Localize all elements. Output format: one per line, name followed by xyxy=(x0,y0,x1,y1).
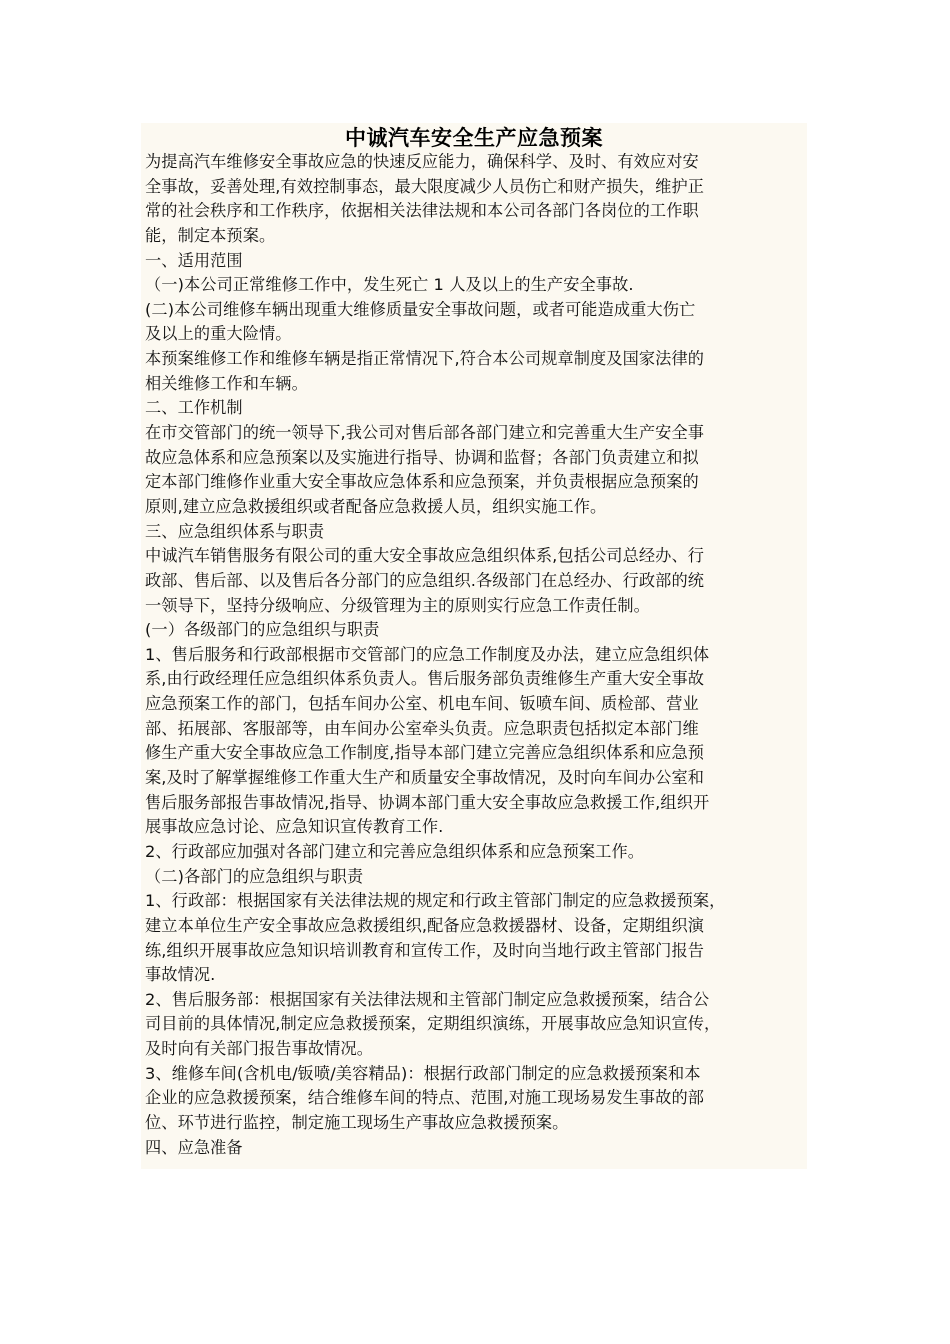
document-text xyxy=(145,150,813,1160)
text-line: 及以上的重大险情。 xyxy=(145,324,292,344)
text-line: 及时向有关部门报告事故情况。 xyxy=(145,1039,374,1059)
text-line: 系,由行政经理任应急组织体系负责人。售后服务部负责维修生产重大安全事故 xyxy=(145,669,705,689)
text-line: 位、环节进行监控，制定施工现场生产事故应急救援预案。 xyxy=(145,1112,569,1132)
text-line: 故应急体系和应急预案以及实施进行指导、协调和监督；各部门负责建立和拟 xyxy=(145,447,699,467)
text-line: 相关维修工作和车辆。 xyxy=(145,373,308,393)
text-line: 修生产重大安全事故应急工作制度,指导本部门建立完善应急组织体系和应急预 xyxy=(145,743,705,763)
text-line: 一领导下，坚持分级响应、分级管理为主的原则实行应急工作责任制。 xyxy=(145,595,650,615)
text-line: 售后服务部报告事故情况,指导、协调本部门重大安全事故应急救援工作,组织开 xyxy=(145,792,710,812)
text-line: 练,组织开展事故应急知识培训教育和宣传工作，及时向当地行政主管部门报告 xyxy=(145,940,705,960)
text-line: 2、售后服务部：根据国家有关法律法规和主管部门制定应急救援预案，结合公 xyxy=(145,989,710,1009)
text-line: 事故情况. xyxy=(145,965,216,985)
subsection-heading: （二)各部门的应急组织与职责 xyxy=(145,866,364,886)
section-heading: 四、应急准备 xyxy=(145,1137,243,1157)
text-line: 常的社会秩序和工作秩序，依据相关法律法规和本公司各部门各岗位的工作职 xyxy=(145,201,699,221)
text-line: 1、行政部：根据国家有关法律法规的规定和行政主管部门制定的应急救援预案， xyxy=(145,891,726,911)
text-line: 原则,建立应急救援组织或者配备应急救援人员，组织实施工作。 xyxy=(145,496,607,516)
text-line: 本预案维修工作和维修车辆是指正常情况下,符合本公司规章制度及国家法律的 xyxy=(145,349,705,369)
text-line: 2、行政部应加强对各部门建立和完善应急组织体系和应急预案工作。 xyxy=(145,841,645,861)
text-line: 能，制定本预案。 xyxy=(145,225,276,245)
text-line: 3、维修车间(含机电/钣喷/美容精品)：根据行政部门制定的应急救援预案和本 xyxy=(145,1063,701,1083)
text-line: 案,及时了解掌握维修工作重大生产和质量安全事故情况，及时向车间办公室和 xyxy=(145,768,705,788)
document-title: 中诚汽车安全生产应急预案 xyxy=(345,126,603,150)
text-line: 在市交管部门的统一领导下,我公司对售后部各部门建立和完善重大生产安全事 xyxy=(145,423,705,443)
text-line: 企业的应急救援预案，结合维修车间的特点、范围,对施工现场易发生事故的部 xyxy=(145,1088,705,1108)
section-heading: 三、应急组织体系与职责 xyxy=(145,521,325,541)
text-line: 全事故，妥善处理,有效控制事态，最大限度减少人员伤亡和财产损失，维护正 xyxy=(145,176,705,196)
text-line: 定本部门维修作业重大安全事故应急体系和应急预案，并负责根据应急预案的 xyxy=(145,472,699,492)
text-line: 建立本单位生产安全事故应急救援组织,配备应急救援器材、设备，定期组织演 xyxy=(145,915,705,935)
document-body xyxy=(141,123,807,1169)
text-line: 中诚汽车销售服务有限公司的重大安全事故应急组织体系,包括公司总经办、行 xyxy=(145,546,705,566)
text-line: 部、拓展部、客服部等，由车间办公室牵头负责。应急职责包括拟定本部门维 xyxy=(145,718,699,738)
text-line: （一)本公司正常维修工作中，发生死亡 1 人及以上的生产安全事故. xyxy=(145,275,634,295)
text-line: 司目前的具体情况,制定应急救援预案，定期组织演练，开展事故应急知识宣传， xyxy=(145,1014,721,1034)
text-line: 政部、售后部、以及售后各分部门的应急组织.各级部门在总经办、行政部的统 xyxy=(145,570,705,590)
text-line: 为提高汽车维修安全事故应急的快速反应能力，确保科学、及时、有效应对安 xyxy=(145,152,699,171)
text-line: (二)本公司维修车辆出现重大维修质量安全事故问题，或者可能造成重大伤亡 xyxy=(145,299,696,319)
text-line: 应急预案工作的部门，包括车间办公室、机电车间、钣喷车间、质检部、营业 xyxy=(145,694,699,714)
section-heading: 一、适用范围 xyxy=(145,250,243,270)
text-line: 展事故应急讨论、应急知识宣传教育工作. xyxy=(145,817,444,837)
subsection-heading: (一）各级部门的应急组织与职责 xyxy=(145,620,380,640)
section-heading: 二、工作机制 xyxy=(145,398,243,418)
text-line: 1、售后服务和行政部根据市交管部门的应急工作制度及办法，建立应急组织体 xyxy=(145,644,710,664)
